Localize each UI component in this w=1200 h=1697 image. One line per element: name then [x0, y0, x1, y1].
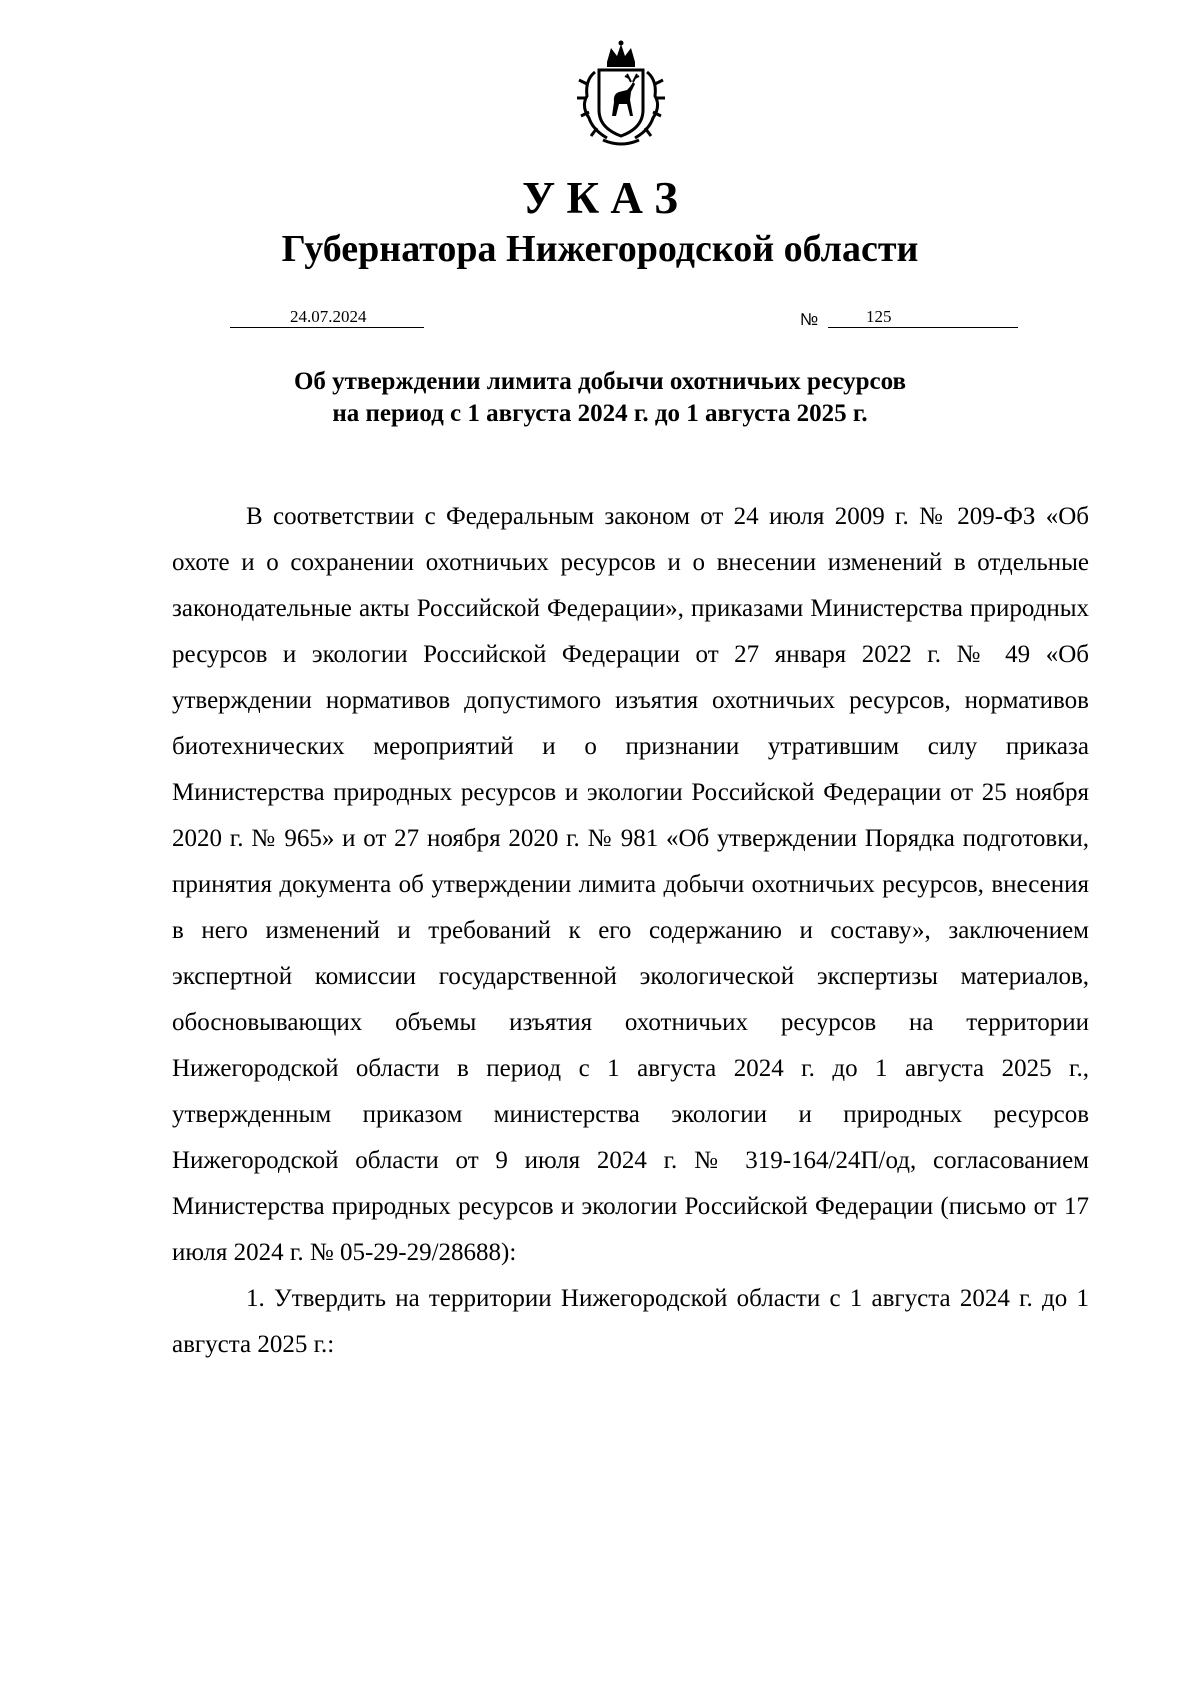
date-underline	[230, 327, 424, 328]
preamble-paragraph: В соответствии с Федеральным законом от 24 июля 2009 г. № 209-ФЗ «Об охоте и о сохранении охотничьих ресурсов и о внесении изменений в отдельные законодательные акты Российской Федерации», приказами Министерства природных ресурсов и экологии Российской Федерации от 27 января 2022 г. № 49 «Об утверждении нормативов допустимого изъятия охотничьих ресурсов, нормативов биотехнических мероприятий и о признании утратившим силу приказа Министерства природных ресурсов и экологии Российской Федерации от 25 ноября 2020 г. № 965» и от 27 ноября 2020 г. № 981 «Об утверждении Порядка подготовки, принятия документа об утверждении лимита добычи охотничьих ресурсов, внесения в него изменений и требований к его содержанию и составу», заключением экспертной комиссии государственной экологической экспертизы материалов, обосновывающих объемы изъятия охотничьих ресурсов на территории Нижегородской области в период с 1 августа 2024 г. до 1 августа 2025 г., утвержденным приказом министерства экологии и природных ресурсов Нижегородской области от 9 июля 2024 г. № 319-164/24П/од, согласованием Министерства природных ресурсов и экологии Российской Федерации (письмо от 17 июля 2024 г. № 05-29-29/28688):	[172, 503, 1089, 1266]
number-label: №	[800, 310, 819, 329]
document-body	[172, 494, 1089, 1368]
page-subtitle: Губернатора Нижегородской области	[281, 228, 919, 270]
coat-of-arms-icon	[567, 40, 675, 150]
subject-line-1: Об утверждении лимита добычи охотничьих ресурсов	[293, 368, 907, 395]
clause-1-paragraph: 1. Утвердить на территории Нижегородской области с 1 августа 2024 г. до 1 августа 2025 г.:	[172, 1285, 1089, 1358]
subject-line-2: на период с 1 августа 2024 г. до 1 августа 2025 г.	[332, 400, 868, 427]
document-date: 24.07.2024	[290, 307, 367, 326]
document-number: 125	[866, 307, 892, 326]
page-title: У К А З	[522, 173, 678, 223]
number-underline	[828, 327, 1018, 328]
